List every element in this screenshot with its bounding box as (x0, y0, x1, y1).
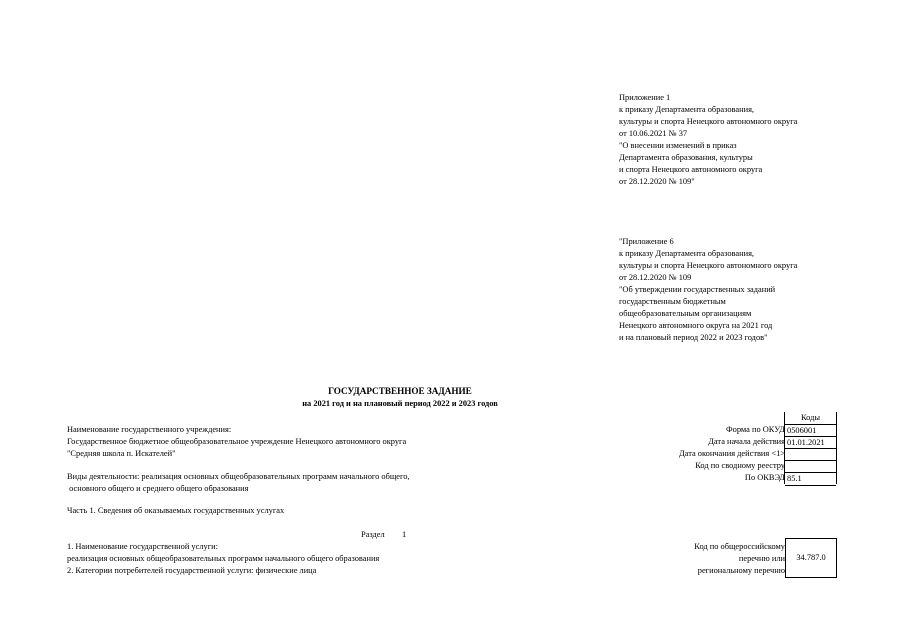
annex-1-line: Приложение 1 (619, 93, 671, 102)
activity-types: Виды деятельности: реализация основных общеобразовательных программ начального общего, (67, 472, 410, 481)
code-value-start-date: 01.01.2021 (785, 436, 836, 449)
codes-header: Коды (800, 413, 820, 422)
annex-6-line: Ненецкого автономного округа на 2021 год (619, 321, 773, 330)
annex-1-line: от 10.06.2021 № 37 (619, 129, 688, 138)
institution-name-short: "Средняя школа п. Искателей" (67, 449, 176, 458)
annex-6-line: общеобразовательным организациям (619, 309, 752, 318)
institution-name: Государственное бюджетное общеобразовательное учреждение Ненецкого автономного округа (67, 437, 407, 446)
code-label-start-date: Дата начала действия (708, 437, 785, 446)
registry-code: 34.787.0 (796, 553, 826, 562)
document-title: ГОСУДАРСТВЕННОЕ ЗАДАНИЕ (328, 386, 472, 396)
code-label-okved: По ОКВЭД (744, 473, 785, 482)
code-value-okved: 85.1 (785, 472, 836, 486)
annex-1-line: к приказу Департамента образования, (619, 105, 755, 114)
activity-types-cont: основного общего и среднего общего образования (67, 484, 249, 493)
code-label-okud: Форма по ОКУД (726, 425, 785, 434)
annex-6-line: и на плановый период 2022 и 2023 годов" (619, 333, 768, 342)
codes-table (784, 412, 837, 484)
annex-6-line: к приказу Департамента образования, (619, 249, 755, 258)
annex-1-block (619, 92, 797, 188)
annex-1-line: и спорта Ненецкого автономного округа (619, 165, 763, 174)
registry-code-box (785, 538, 837, 578)
section-number: 1 (402, 530, 407, 539)
code-label-registry: Код по сводному реестру (695, 461, 785, 470)
registry-label: Код по общероссийскому (694, 542, 785, 551)
annex-6-line: государственным бюджетным (619, 297, 726, 306)
annex-6-block (619, 236, 797, 344)
annex-6-line: "Приложение 6 (619, 237, 674, 246)
annex-1-line: от 28.12.2020 № 109" (619, 177, 695, 186)
institution-label: Наименование государственного учреждения: (67, 425, 232, 434)
service-name-value: реализация основных общеобразовательных программ начального общего образования (67, 554, 380, 563)
service-consumers: 2. Категории потребителей государственной услуги: физические лица (67, 566, 317, 575)
section-label: Раздел (361, 530, 385, 539)
document-subtitle: на 2021 год и на плановый период 2022 и 2023 годов (302, 399, 498, 408)
annex-1-line: культуры и спорта Ненецкого автономного округа (619, 117, 798, 126)
registry-label-end: региональному перечню (697, 566, 785, 575)
annex-1-line: "О внесении изменений в приказ (619, 141, 737, 150)
annex-1-line: Департамента образования, культуры (619, 153, 753, 162)
service-name-label: 1. Наименование государственной услуги: (67, 542, 218, 551)
registry-label-cont: перечню или (738, 554, 785, 563)
annex-6-line: культуры и спорта Ненецкого автономного округа (619, 261, 798, 270)
annex-6-line: от 28.12.2020 № 109 (619, 273, 692, 282)
code-value-okud: 0506001 (785, 424, 836, 437)
annex-6-line: "Об утверждении государственных заданий (619, 285, 776, 294)
part-1-title: Часть 1. Сведения об оказываемых государственных услугах (67, 506, 285, 515)
code-label-end-date: Дата окончания действия <1> (679, 449, 785, 458)
